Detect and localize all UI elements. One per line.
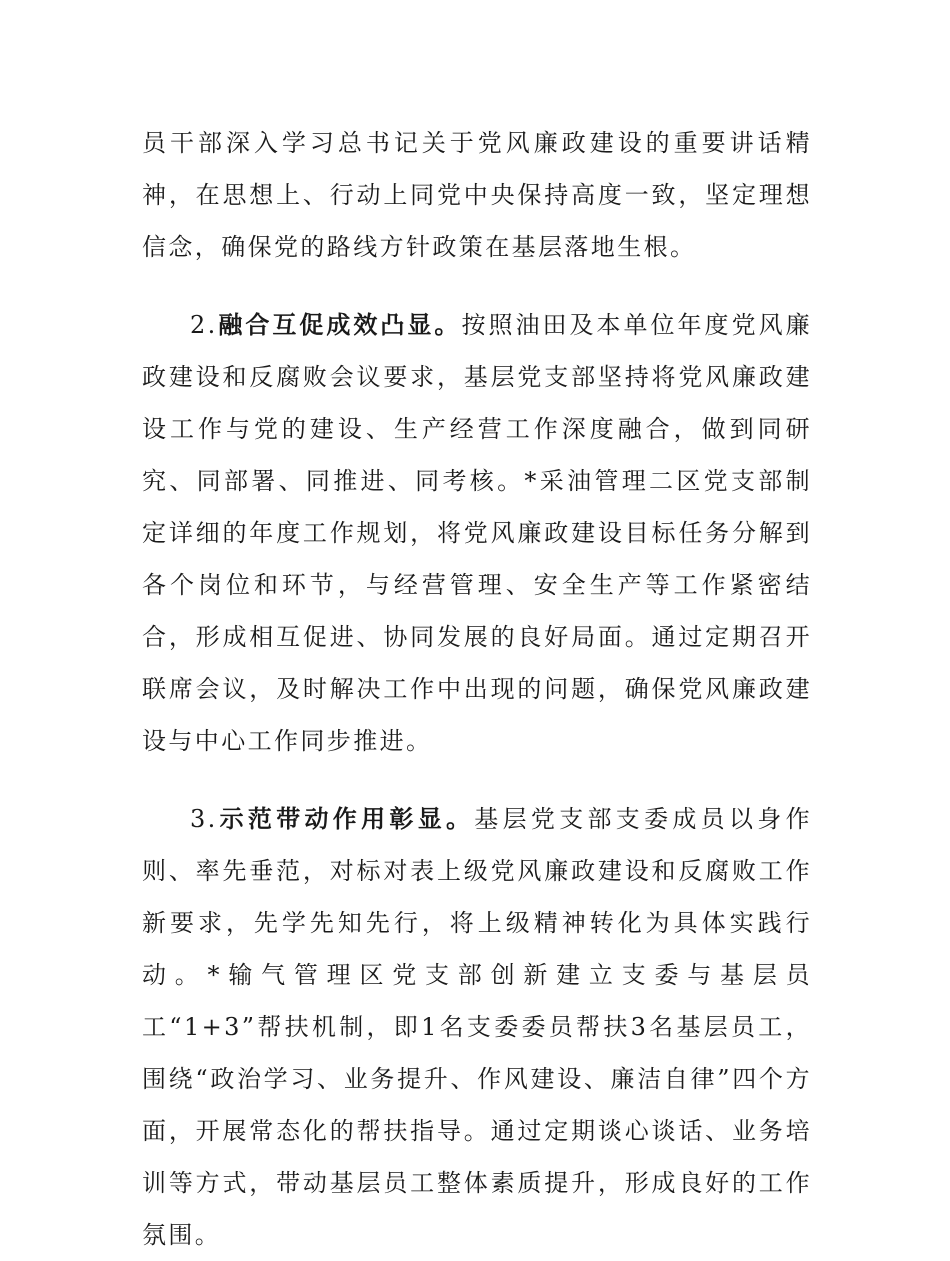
section-number: 3. [190,805,218,833]
paragraph-continuation [142,117,812,273]
section-number: 2. [190,311,218,339]
paragraph-section-2 [142,299,812,767]
paragraph-body: 基层党支部支委成员以身作则、率先垂范，对标对表上级党风廉政建设和反腐败工作新要求，先学先知先行，将上级精神转化为具体实践行动。*输气管理区党支部创新建立支委与基层员工“1+3”帮扶机制，即1名支委委员帮扶3名基层员工，围绕“政治学习、业务提升、作风建设、廉洁自律”四个方面，开展常态化的帮扶指导。通过定期谈心谈话、业务培训等方式，带动基层员工整体素质提升，形成良好的工作氛围。 [142,805,812,1249]
section-heading: 融合互促成效凸显。 [217,311,462,339]
paragraph-section-3 [142,793,812,1261]
document-body [142,117,812,1261]
paragraph-body: 按照油田及本单位年度党风廉政建设和反腐败会议要求，基层党支部坚持将党风廉政建设工作与党的建设、生产经营工作深度融合，做到同研究、同部署、同推进、同考核。*采油管理二区党支部制定详细的年度工作规划，将党风廉政建设目标任务分解到各个岗位和环节，与经营管理、安全生产等工作紧密结合，形成相互促进、协同发展的良好局面。通过定期召开联席会议，及时解决工作中出现的问题，确保党风廉政建设与中心工作同步推进。 [142,311,812,755]
paragraph-body: 员干部深入学习总书记关于党风廉政建设的重要讲话精神，在思想上、行动上同党中央保持高度一致，坚定理想信念，确保党的路线方针政策在基层落地生根。 [142,129,812,261]
section-heading: 示范带动作用彰显。 [217,805,475,833]
